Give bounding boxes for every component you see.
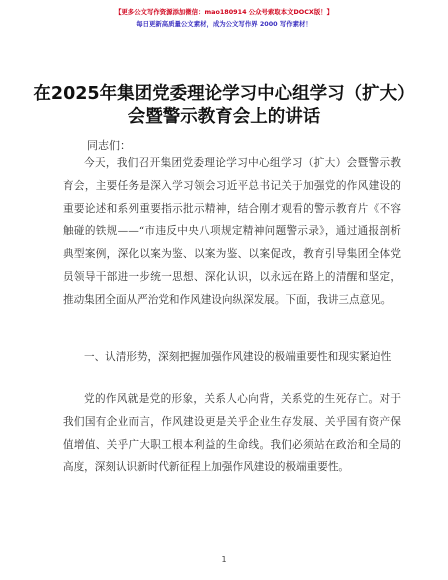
promo-banner-line-2: 每日更新高质量公文素材，成为公文写作界 2000 写作素材！ [136,20,312,28]
document-title-line-1: 在2025年集团党委理论学习中心组学习（扩大） [33,84,415,104]
paragraph-intro: 今天，我们召开集团党委理论学习中心组学习（扩大）会暨警示教育会，主要任务是深入学习领会习近平总书记关于加强党的作风建设的重要论述和系列重要指示批示精神，结合刚才观看的警示教育片《不容触碰的铁规——“市违反中央八项规定精神问题警示录》，通过通报剖析典型案例，深化以案为鉴、以案为鉴、以案促改，教育引导集团全体党员领导干部进一步统一思想、深化认识，以永远在路上的清醒和坚定，推动集团全面从严治党和作风建设向纵深发展。下面，我讲三点意见。 [63,157,401,306]
document-title-line-2: 会暨警示教育会上的讲话 [127,107,321,127]
greeting: 同志们： [87,139,131,152]
page-number: 1 [221,555,227,564]
document-title [0,83,448,129]
promo-banner [0,8,448,29]
paragraph-section-1: 党的作风就是党的形象，关系人心向背，关系党的生死存亡。对于我们国有企业而言，作风建设更是关乎企业生存发展、关乎国有资产保值增值、关乎广大职工根本利益的生命线。我们必须站在政治和全局的高度，深刻认识新时代新征程上加强作风建设的极端重要性。 [63,393,401,474]
promo-banner-line-1: 【更多公文写作资源添加微信：mao180914 公众号索取本文DOCX版！】 [115,8,333,16]
section-heading-1: 一、认清形势，深刻把握加强作风建设的极端重要性和现实紧迫性 [84,351,392,363]
